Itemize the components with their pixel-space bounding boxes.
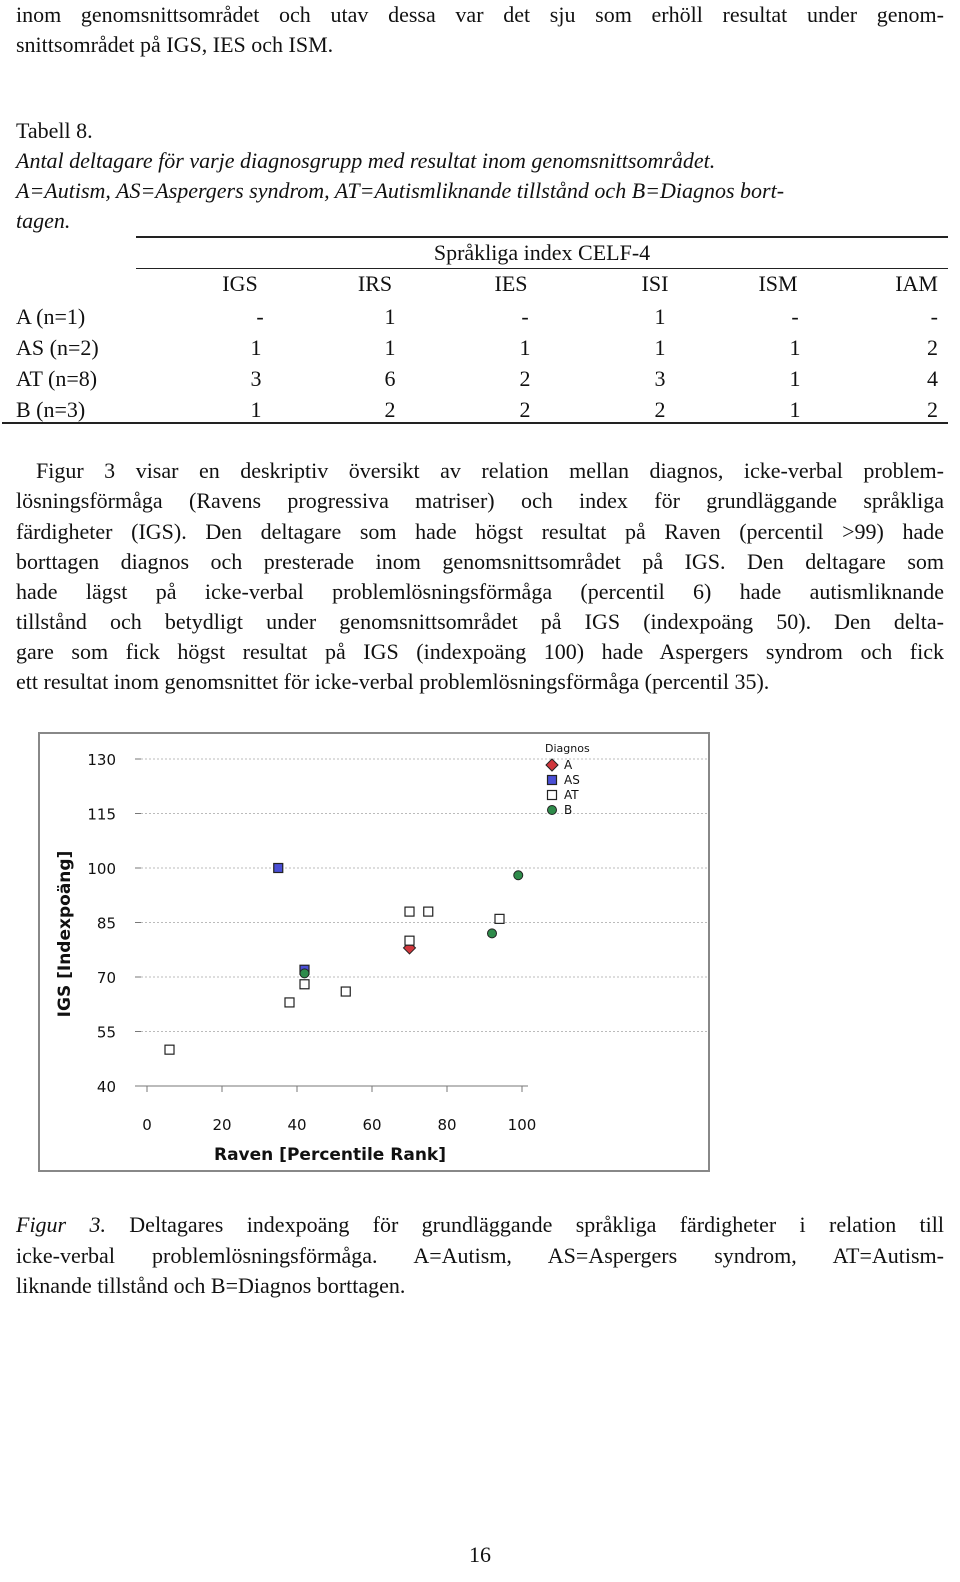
table-cell: 2 [927,335,938,360]
intro-line-2: snittsområdet på IGS, IES och ISM. [16,32,334,57]
data-point-at [300,980,309,989]
data-point-at [405,907,414,916]
table-cell: 1 [654,304,666,329]
x-tick-label: 100 [507,1116,537,1134]
y-tick-label: 70 [96,969,116,987]
table-cell: - [521,304,529,329]
paragraph-line: Figur 3 visar en deskriptiv översikt av relation mellan diagnos, icke-verbal problem- [36,458,944,483]
table-cell: 1 [250,335,262,360]
legend-marker-at [548,791,557,800]
legend-label-b: B [564,803,573,817]
figure-caption-line-3: liknande tillstånd och B=Diagnos borttagen. [16,1273,406,1298]
legend-marker-a [546,759,558,771]
intro-line-1: inom genomsnittsområdet och utav dessa var det sju som erhöll resultat under genom- [16,2,944,27]
table-bottom-rule [2,422,948,424]
y-tick-label: 115 [87,805,116,824]
x-tick-label: 20 [212,1116,232,1134]
row-label: A (n=1) [16,304,86,329]
table-title-line-2: A=Autism, AS=Aspergers syndrom, AT=Autismliknande tillstånd och B=Diagnos bort- [16,178,785,203]
table-cell: 1 [789,366,801,391]
data-point-at [495,914,504,923]
table-cell: 2 [927,397,938,422]
y-tick-label: 85 [96,914,116,933]
data-point-b [300,969,309,978]
figure-caption-line-1 [16,1212,944,1238]
legend-label-as: AS [564,773,580,787]
paragraph-line: färdigheter (IGS). Den deltagare som hade högst resultat på Raven (percentil >99) hade [16,519,944,544]
table-cell: - [256,304,264,329]
table-cell: 1 [384,304,396,329]
table-top-rule [136,236,948,238]
paragraph-line: hade lägst på icke-verbal problemlösningsförmåga (percentil 6) hade autismliknande [16,579,944,604]
legend-label-a: A [564,758,573,772]
row-label: AT (n=8) [16,366,98,391]
x-tick-label: 80 [437,1116,457,1134]
table-cell: 2 [384,397,396,422]
data-point-b [488,929,497,938]
paragraph-line: lösningsförmåga (Ravens progressiva matriser) och index för grundläggande språkliga [16,488,944,513]
table-cell: 1 [789,397,801,422]
table-cell: 1 [519,335,531,360]
row-label: AS (n=2) [16,335,99,360]
x-tick-label: 60 [362,1116,382,1134]
table-cell: 3 [250,366,262,391]
table-title-line-1: Antal deltagare för varje diagnosgrupp med resultat inom genomsnittsområdet. [16,148,716,173]
table-cell: 1 [250,397,262,422]
column-header: ISM [758,271,798,296]
table-cell: 4 [927,366,938,391]
data-point-at [165,1045,174,1054]
column-header: IRS [357,271,393,296]
chart-legend [545,742,590,817]
data-points [165,864,523,1055]
paragraph-line: tillstånd och betydligt under genomsnittsområdet på IGS (indexpoäng 50). Den delta- [16,609,944,634]
paragraph-line: gare som fick högst resultat på IGS (indexpoäng 100) hade Aspergers syndrom och fick [16,639,944,664]
table-cell: 2 [519,366,531,391]
y-axis-ticks [87,751,141,1096]
figure-caption-text: Deltagares indexpoäng för grundläggande språkliga färdigheter i relation till [105,1212,944,1237]
legend-label-at: AT [564,788,579,802]
x-tick-label: 40 [287,1116,307,1134]
table-cell: 2 [519,397,531,422]
column-header: IGS [222,271,258,296]
chart-grid [141,759,708,1032]
data-point-at [405,936,414,945]
data-point-at [285,998,294,1007]
legend-marker-b [548,806,557,815]
x-tick-label: 0 [142,1116,152,1134]
data-point-b [514,871,523,880]
row-label: B (n=3) [16,397,86,422]
data-point-at [424,907,433,916]
y-axis-label: IGS [Indexpoäng] [55,850,75,1018]
data-point-as [274,864,283,873]
y-tick-label: 100 [87,860,116,878]
chart-svg [40,734,708,1170]
paragraph-line: borttagen diagnos och presterade inom genomsnittsområdet på IGS. Den deltagare som [16,549,944,574]
table-cell: 1 [654,335,666,360]
table-cell: - [791,304,799,329]
scatter-chart [38,732,710,1172]
x-axis-ticks [142,1086,536,1134]
column-header: ISI [641,271,669,296]
x-axis-label: Raven [Percentile Rank] [213,1145,447,1165]
column-header: IES [494,271,528,296]
paragraph-line: ett resultat inom genomsnittet för icke-verbal problemlösningsförmåga (percentil 35). [16,669,770,694]
legend-marker-as [548,776,557,785]
y-tick-label: 55 [96,1023,116,1042]
y-tick-label: 130 [87,751,116,769]
table-title-line-3: tagen. [16,208,71,233]
table-cell: 3 [654,366,666,391]
data-point-at [341,987,350,996]
table-group-rule [136,268,948,269]
table-cell: 6 [384,366,396,391]
table-cell: 2 [654,397,666,422]
table-cell: 1 [789,335,801,360]
table-label: Tabell 8. [16,118,93,143]
legend-title: Diagnos [545,742,590,755]
column-header: IAM [895,271,938,296]
figure-caption-label: Figur 3. [16,1212,106,1237]
page-number: 16 [469,1542,491,1567]
y-tick-label: 40 [96,1078,116,1096]
table-group-header: Språkliga index CELF-4 [433,240,651,265]
figure-caption-line-2: icke-verbal problemlösningsförmåga. A=Autism, AS=Aspergers syndrom, AT=Autism- [16,1243,944,1268]
table-cell: - [930,304,938,329]
table-cell: 1 [384,335,396,360]
